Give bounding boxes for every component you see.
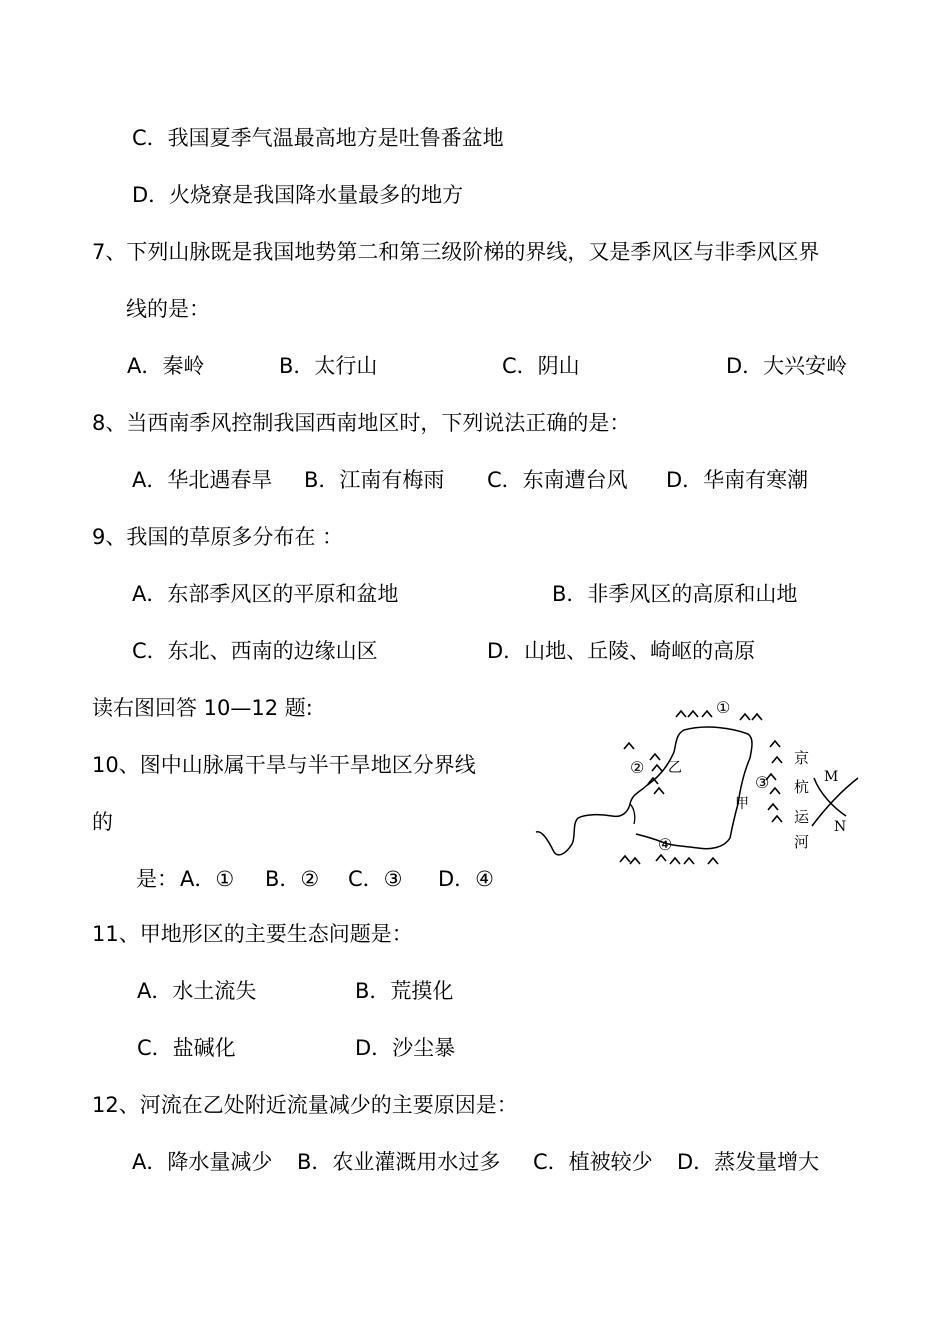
map-label-3: ③	[755, 773, 770, 792]
q11-option-b: B．荒摸化	[355, 979, 454, 1003]
q12-option-c: C．植被较少	[533, 1150, 653, 1174]
map-label-m: M	[824, 769, 839, 785]
q10-option-b: B．②	[265, 867, 320, 891]
canal-label-char-1: 京	[794, 749, 810, 767]
q12-option-a: A．降水量减少	[132, 1150, 273, 1174]
q9-option-b: B．非季风区的高原和山地	[552, 582, 798, 606]
river-tributary	[630, 804, 635, 824]
q8-stem: 8、当西南季风控制我国西南地区时，下列说法正确的是：	[92, 411, 631, 435]
intro-10-12: 读右图回答 10—12 题:	[92, 696, 313, 720]
q9-option-c: C．东北、西南的边缘山区	[132, 639, 378, 663]
q8-option-c: C．东南遭台风	[487, 468, 628, 492]
map-label-4: ④	[658, 835, 673, 854]
mountain-range-4	[620, 855, 718, 864]
q12-option-d: D．蒸发量增大	[677, 1150, 820, 1174]
q8-option-b: B．江南有梅雨	[304, 468, 445, 492]
q7-option-a: A．秦岭	[127, 354, 205, 378]
q9-stem: 9、我国的草原多分布在 ：	[92, 525, 344, 549]
canal-label-char-2: 杭	[794, 778, 810, 796]
q8-option-d: D．华南有寒潮	[666, 468, 809, 492]
q6-option-d: D．火烧寮是我国降水量最多的地方	[132, 183, 464, 207]
q6-option-c: C．我国夏季气温最高地方是吐鲁番盆地	[132, 126, 504, 150]
map-label-1: ①	[716, 698, 731, 717]
q10-stem-line-1: 10、图中山脉属干旱与半干旱地区分界线	[92, 753, 476, 777]
q11-option-a: A．水土流失	[137, 979, 257, 1003]
q7-option-d: D．大兴安岭	[726, 354, 848, 378]
canal-label-char-4: 河	[794, 833, 810, 851]
q10-option-d: D．④	[438, 867, 494, 891]
map-label-n: N	[834, 819, 847, 835]
q8-option-a: A．华北遇春旱	[132, 468, 273, 492]
q7-stem-line-2: 线的是：	[126, 297, 210, 321]
yellow-river-line	[536, 727, 752, 855]
q12-stem: 12、河流在乙处附近流量减少的主要原因是：	[92, 1093, 518, 1117]
q10-option-c: C．③	[348, 867, 403, 891]
q10-option-a: A．①	[180, 867, 235, 891]
q7-option-c: C．阴山	[502, 354, 580, 378]
map-label-2: ②	[630, 758, 645, 777]
map-label-jia: 甲	[735, 796, 749, 812]
q11-option-c: C．盐碱化	[137, 1036, 236, 1060]
q7-option-b: B．太行山	[279, 354, 378, 378]
q9-option-d: D．山地、丘陵、崎岖的高原	[487, 639, 756, 663]
q12-option-b: B．农业灌溉用水过多	[297, 1150, 501, 1174]
q10-stem-line-2: 的	[92, 810, 113, 834]
q10-prefix: 是：	[136, 867, 178, 891]
q7-stem-line-1: 7、下列山脉既是我国地势第二和第三级阶梯的界线，又是季风区与非季风区界	[92, 240, 820, 264]
map-label-yi: 乙	[668, 760, 682, 776]
river-map-figure	[528, 690, 868, 880]
q11-stem: 11、甲地形区的主要生态问题是：	[92, 922, 413, 946]
q11-option-d: D．沙尘暴	[355, 1036, 456, 1060]
q9-option-a: A．东部季风区的平原和盆地	[132, 582, 399, 606]
canal-label-char-3: 运	[794, 808, 810, 826]
